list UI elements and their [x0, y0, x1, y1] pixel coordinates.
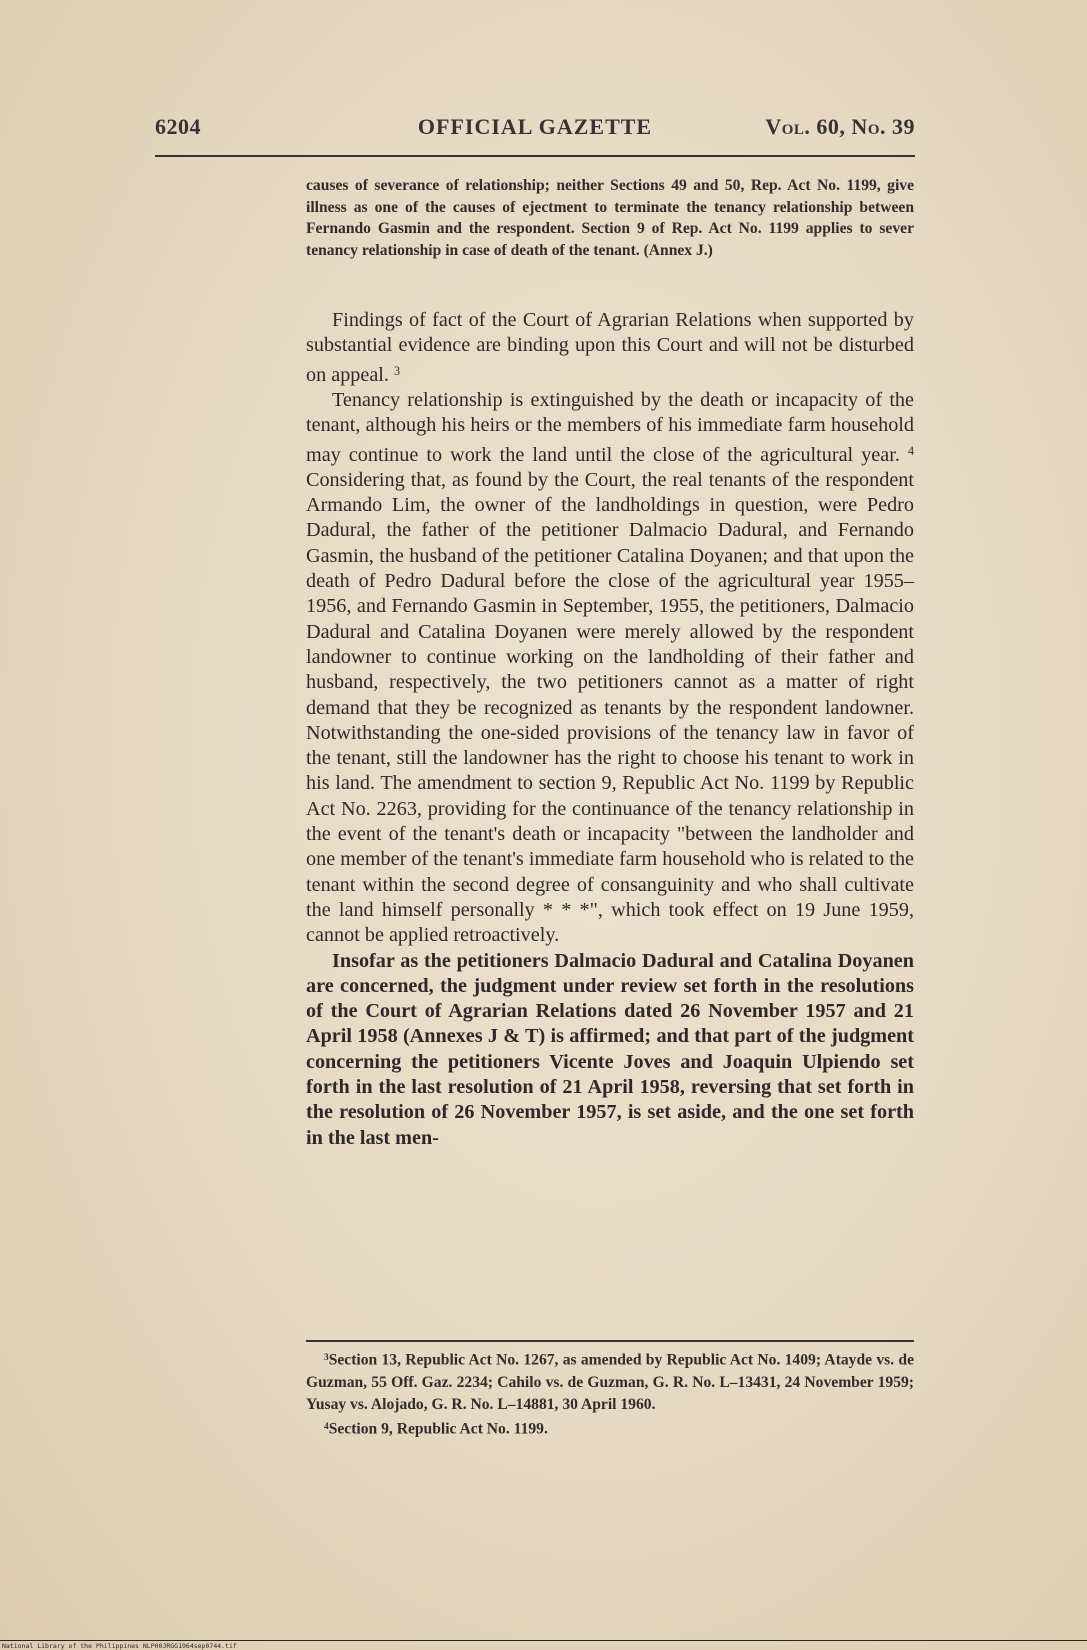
footnote-rule [306, 1340, 914, 1342]
publication-title: OFFICIAL GAZETTE [417, 114, 653, 139]
body-text [306, 308, 914, 1151]
block-quote-text: causes of severance of relationship; neither Sections 49 and 50, Rep. Act No. 1199, give illness as one of the causes of ejectment to terminate the tenancy relationship between Fernando Gasmin and the respondent. Section 9 of Rep. Act No. 1199 applies to sever tenancy relationship in case of death of the tenant. (Annex J.) [306, 177, 914, 259]
page-header [155, 114, 915, 146]
page-number: 6204 [155, 114, 201, 139]
footnote-ref: 4 [907, 443, 914, 458]
footnote-ref: 3 [394, 363, 401, 378]
footnote-marker: 3 [324, 1353, 329, 1363]
paragraph: Insofar as the petitioners Dalmacio Dadural and Catalina Doyanen are concerned, the judgment under review set forth in the resolutions of the Court of Agrarian Relations dated 26 November 1957 and 21 April 1958 (Annexes J & T) is affirmed; and that part of the judgment concerning the petitioners Vicente Joves and Joaquin Ulpiendo set forth in the last resolution of 21 April 1958, reversing that set forth in the resolution of 26 November 1957, is set aside, and the one set forth in the last men- [306, 949, 914, 1149]
block-quote [306, 175, 914, 261]
paragraph: Tenancy relationship is extinguished by the death or incapacity of the tenant, although his heirs or the members of his immediate farm household may continue to work the land until the close of the agricultural year. $^4$ Considering that, as found by the Court, the real tenants of the respondent Armando Lim, the owner of the landholdings in question, were Pedro Dadural, the father of the petitioner Dalmacio Dadural, and Fernando Gasmin, the husband of the petitioner Catalina Doyanen; and that upon the death of Pedro Dadural before the close of the agricultural year 1955–1956, and Fernando Gasmin in September, 1955, the petitioners, Dalmacio Dadural and Catalina Doyanen were merely allowed by the respondent landowner to continue working on the landholding of their father and husband, respectively, the two petitioners cannot as a matter of right demand that they be recognized as tenants by the respondent landowner. Notwithstanding the one-sided provisions of the tenancy law in favor of the tenant, still the landowner has the right to choose his tenant to work in his land. The amendment to section 9, Republic Act No. 1199 by Republic Act No. 2263, providing for the continuance of the tenancy relationship in the event of the tenant's death or incapacity "between the landholder and one member of the tenant's immediate farm household who is related to the tenant within the second degree of consanguinity and who shall cultivate the land himself personally * * *", which took effect on 19 June 1959, cannot be applied retroactively. [306, 388, 914, 947]
footnote-marker: 4 [324, 1421, 329, 1432]
footnotes [306, 1347, 914, 1440]
scan-border [0, 1640, 1087, 1641]
volume-number: Vol. 60, No. 39 [765, 114, 915, 139]
header-rule [155, 155, 915, 157]
footnote: $^3$Section 13, Republic Act No. 1267, as amended by Republic Act No. 1409; Atayde vs. de Guzman, 55 Off. Gaz. 2234; Cahilo vs. de Guzman, G. R. No. L–13431, 24 November 1959; Yusay vs. Alojado, G. R. No. L–14881, 30 April 1960. [306, 1351, 914, 1413]
footnote: $^4$Section 9, Republic Act No. 1199. [324, 1420, 548, 1438]
paragraph: Findings of fact of the Court of Agrarian Relations when supported by substantial evidence are binding upon this Court and will not be disturbed on appeal. $^3$ [306, 309, 914, 386]
scan-caption: National Library of the Philippines NLP00JRGG1964sep0744.tif [2, 1642, 237, 1650]
